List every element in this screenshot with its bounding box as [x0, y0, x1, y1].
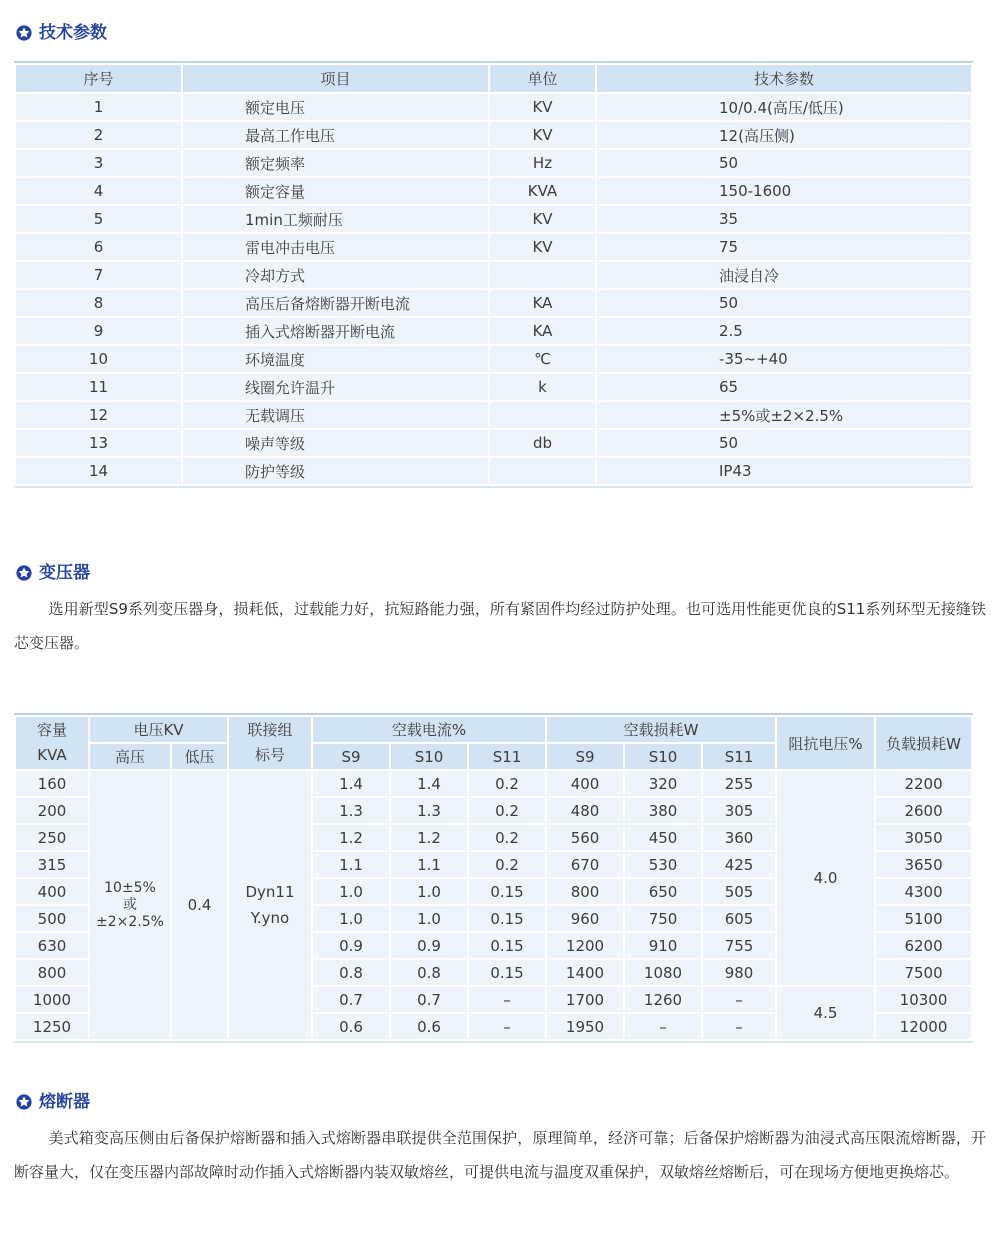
table-row — [16, 771, 971, 796]
table-cell: 8 — [16, 290, 181, 316]
table-cell: 额定电压 — [183, 94, 488, 120]
table-cell: 防护等级 — [183, 458, 488, 484]
table-cell: 35 — [597, 206, 971, 232]
table-cell: 最高工作电压 — [183, 122, 488, 148]
table-row — [16, 262, 971, 288]
table-cell: – — [703, 1014, 775, 1039]
column-header-no-load-current: 空载电流% — [313, 717, 545, 742]
capacity-cell: 1000 — [16, 987, 88, 1012]
table-cell: 450 — [625, 825, 701, 850]
table-cell: 1.0 — [391, 906, 467, 931]
table-cell: ℃ — [490, 346, 595, 372]
load-loss-cell: 2200 — [876, 771, 971, 796]
table-cell: 1.4 — [391, 771, 467, 796]
column-header-impedance: 阻抗电压% — [777, 717, 874, 769]
table-cell: 环境温度 — [183, 346, 488, 372]
table-cell: 0.6 — [313, 1014, 389, 1039]
table-cell: ±5%或±2×2.5% — [597, 402, 971, 428]
table-cell: k — [490, 374, 595, 400]
table-cell: 0.7 — [391, 987, 467, 1012]
column-header-s10: S10 — [625, 744, 701, 769]
table-cell: 4 — [16, 178, 181, 204]
table-cell: 12 — [16, 402, 181, 428]
table-cell: 10/0.4(高压/低压) — [597, 94, 971, 120]
table-cell: 雷电冲击电压 — [183, 234, 488, 260]
table-cell: 高压后备熔断器开断电流 — [183, 290, 488, 316]
table-cell: 65 — [597, 374, 971, 400]
table-cell: 1min工频耐压 — [183, 206, 488, 232]
table-cell: 1700 — [547, 987, 623, 1012]
capacity-cell: 250 — [16, 825, 88, 850]
table-cell: 0.2 — [469, 771, 545, 796]
star-in-circle-icon — [16, 565, 32, 581]
table-cell: 冷却方式 — [183, 262, 488, 288]
load-loss-cell: 3050 — [876, 825, 971, 850]
table-cell — [490, 262, 595, 288]
table-cell: 910 — [625, 933, 701, 958]
table-cell: KA — [490, 290, 595, 316]
table-cell: 3 — [16, 150, 181, 176]
table-row — [16, 94, 971, 120]
table-cell: 0.6 — [391, 1014, 467, 1039]
table-row — [16, 318, 971, 344]
load-loss-cell: 12000 — [876, 1014, 971, 1039]
table-cell: 0.7 — [313, 987, 389, 1012]
column-header-connection — [229, 717, 311, 769]
table-cell: 560 — [547, 825, 623, 850]
table-cell: – — [625, 1014, 701, 1039]
table-cell: 360 — [703, 825, 775, 850]
table-cell: – — [469, 1014, 545, 1039]
table-cell: 11 — [16, 374, 181, 400]
table-cell: 插入式熔断器开断电流 — [183, 318, 488, 344]
load-loss-cell: 10300 — [876, 987, 971, 1012]
hv-merged-cell: 10±5% 或 ±2×2.5% — [90, 771, 170, 1039]
connection-merged-cell: Dyn11 Y.yno — [229, 771, 311, 1039]
table-cell: 油浸自冷 — [597, 262, 971, 288]
table-cell: 12(高压侧) — [597, 122, 971, 148]
table-cell: 1.0 — [313, 906, 389, 931]
capacity-cell: 1250 — [16, 1014, 88, 1039]
table-cell: 0.8 — [391, 960, 467, 985]
table-cell: 5 — [16, 206, 181, 232]
table-cell: 50 — [597, 150, 971, 176]
table-cell: 1080 — [625, 960, 701, 985]
table-cell: KA — [490, 318, 595, 344]
section-heading-transformer — [16, 562, 986, 584]
capacity-cell: 315 — [16, 852, 88, 877]
table-cell: 无载调压 — [183, 402, 488, 428]
table-cell: 1400 — [547, 960, 623, 985]
table-cell: IP43 — [597, 458, 971, 484]
table-cell — [490, 402, 595, 428]
table-cell: 0.2 — [469, 852, 545, 877]
table-cell: 400 — [547, 771, 623, 796]
table-cell: 75 — [597, 234, 971, 260]
table-cell: 1.2 — [391, 825, 467, 850]
column-header-item: 项目 — [183, 65, 488, 92]
star-in-circle-icon — [16, 1094, 32, 1110]
table-row — [16, 234, 971, 260]
table-cell: – — [703, 987, 775, 1012]
tech-params-table-body — [16, 94, 971, 484]
table-cell: 380 — [625, 798, 701, 823]
table-row — [16, 402, 971, 428]
table-cell: 1260 — [625, 987, 701, 1012]
table-cell: 605 — [703, 906, 775, 931]
table-cell: 1950 — [547, 1014, 623, 1039]
column-header-s9: S9 — [547, 744, 623, 769]
column-header-param: 技术参数 — [597, 65, 971, 92]
table-cell: 670 — [547, 852, 623, 877]
table-cell: Hz — [490, 150, 595, 176]
table-cell: 480 — [547, 798, 623, 823]
section-title: 变压器 — [39, 563, 90, 583]
table-row — [16, 178, 971, 204]
table-cell: 0.2 — [469, 825, 545, 850]
table-cell: 14 — [16, 458, 181, 484]
table-cell: 650 — [625, 879, 701, 904]
table-cell: 额定频率 — [183, 150, 488, 176]
table-row — [16, 206, 971, 232]
table-cell: 0.8 — [313, 960, 389, 985]
table-cell: 1.2 — [313, 825, 389, 850]
table-cell: 1.1 — [313, 852, 389, 877]
column-header-capacity — [16, 717, 88, 769]
load-loss-cell: 7500 — [876, 960, 971, 985]
capacity-cell: 400 — [16, 879, 88, 904]
table-cell: 13 — [16, 430, 181, 456]
table-cell: 6 — [16, 234, 181, 260]
column-header-s10: S10 — [391, 744, 467, 769]
table-cell: 1200 — [547, 933, 623, 958]
column-header-s9: S9 — [313, 744, 389, 769]
capacity-cell: 200 — [16, 798, 88, 823]
table-cell: 320 — [625, 771, 701, 796]
table-cell: KV — [490, 94, 595, 120]
table-cell: KVA — [490, 178, 595, 204]
table-cell: 2.5 — [597, 318, 971, 344]
impedance-merged-cell: 4.5 — [777, 987, 874, 1039]
table-cell: 305 — [703, 798, 775, 823]
table-cell: 960 — [547, 906, 623, 931]
column-header-s11: S11 — [703, 744, 775, 769]
section-title: 熔断器 — [39, 1092, 90, 1112]
connection-label-line2: 标号 — [255, 746, 286, 764]
table-cell: 0.2 — [469, 798, 545, 823]
table-cell: 800 — [547, 879, 623, 904]
table-cell: -35~+40 — [597, 346, 971, 372]
table-cell: 255 — [703, 771, 775, 796]
table-cell: 1.4 — [313, 771, 389, 796]
table-row — [16, 290, 971, 316]
column-header-hv: 高压 — [90, 744, 170, 769]
table-cell: 980 — [703, 960, 775, 985]
table-cell: 0.9 — [391, 933, 467, 958]
table-cell: KV — [490, 206, 595, 232]
table-cell: 0.15 — [469, 879, 545, 904]
table-row — [16, 122, 971, 148]
column-header-no-load-loss: 空载损耗W — [547, 717, 775, 742]
table-cell: 425 — [703, 852, 775, 877]
table-row — [16, 150, 971, 176]
table-cell: KV — [490, 122, 595, 148]
table-row — [16, 374, 971, 400]
table-cell: 530 — [625, 852, 701, 877]
table-header-row — [16, 717, 971, 742]
section-heading-fuse — [16, 1091, 986, 1113]
table-cell: 750 — [625, 906, 701, 931]
connection-label-line1: 联接组 — [247, 721, 293, 739]
table-cell: 额定容量 — [183, 178, 488, 204]
table-cell: – — [469, 987, 545, 1012]
capacity-unit-label: KVA — [37, 746, 67, 764]
load-loss-cell: 2600 — [876, 798, 971, 823]
column-header-no: 序号 — [16, 65, 181, 92]
load-loss-cell: 6200 — [876, 933, 971, 958]
table-cell: db — [490, 430, 595, 456]
star-in-circle-icon — [16, 25, 32, 41]
table-cell: KV — [490, 234, 595, 260]
impedance-merged-cell: 4.0 — [777, 771, 874, 985]
table-cell: 1 — [16, 94, 181, 120]
capacity-cell: 160 — [16, 771, 88, 796]
table-cell: 1.0 — [313, 879, 389, 904]
table-cell: 10 — [16, 346, 181, 372]
table-cell: 噪声等级 — [183, 430, 488, 456]
table-cell: 50 — [597, 430, 971, 456]
table-cell: 2 — [16, 122, 181, 148]
column-header-unit: 单位 — [490, 65, 595, 92]
table-cell: 0.15 — [469, 933, 545, 958]
table-cell: 1.1 — [391, 852, 467, 877]
load-loss-cell: 4300 — [876, 879, 971, 904]
table-cell: 线圈允许温升 — [183, 374, 488, 400]
tech-params-table — [14, 61, 973, 488]
table-cell: 0.15 — [469, 960, 545, 985]
section-heading-tech-params — [16, 22, 986, 44]
load-loss-cell: 3650 — [876, 852, 971, 877]
section-title: 技术参数 — [39, 23, 107, 43]
table-cell: 50 — [597, 290, 971, 316]
transformer-table — [14, 713, 973, 1043]
column-header-voltage: 电压KV — [90, 717, 227, 742]
transformer-paragraph: 选用新型S9系列变压器身，损耗低，过载能力好，抗短路能力强，所有紧固件均经过防护处理。也可选用性能更优良的S11系列环型无接缝铁芯变压器。 — [14, 600, 986, 652]
table-cell: 1.3 — [391, 798, 467, 823]
column-header-lv: 低压 — [172, 744, 227, 769]
table-row — [16, 458, 971, 484]
table-cell: 150-1600 — [597, 178, 971, 204]
table-cell: 1.0 — [391, 879, 467, 904]
table-header-row — [16, 65, 971, 92]
table-cell: 0.15 — [469, 906, 545, 931]
column-header-s11: S11 — [469, 744, 545, 769]
table-cell: 9 — [16, 318, 181, 344]
table-row — [16, 430, 971, 456]
column-header-load-loss: 负载损耗W — [876, 717, 971, 769]
table-cell: 755 — [703, 933, 775, 958]
table-row — [16, 346, 971, 372]
transformer-table-body — [16, 771, 971, 1039]
capacity-label: 容量 — [36, 721, 67, 739]
capacity-cell: 800 — [16, 960, 88, 985]
capacity-cell: 500 — [16, 906, 88, 931]
table-cell: 7 — [16, 262, 181, 288]
fuse-paragraph: 美式箱变高压侧由后备保护熔断器和插入式熔断器串联提供全范围保护，原理简单，经济可靠；后备保护熔断器为油浸式高压限流熔断器，开断容量大，仅在变压器内部故障时动作插入式熔断器内装双敏熔丝，可提供电流与温度双重保护，双敏熔丝熔断后，可在现场方便地更换熔芯。 — [14, 1129, 986, 1181]
capacity-cell: 630 — [16, 933, 88, 958]
table-cell — [490, 458, 595, 484]
load-loss-cell: 5100 — [876, 906, 971, 931]
table-cell: 0.9 — [313, 933, 389, 958]
lv-merged-cell: 0.4 — [172, 771, 227, 1039]
table-cell: 1.3 — [313, 798, 389, 823]
table-cell: 505 — [703, 879, 775, 904]
